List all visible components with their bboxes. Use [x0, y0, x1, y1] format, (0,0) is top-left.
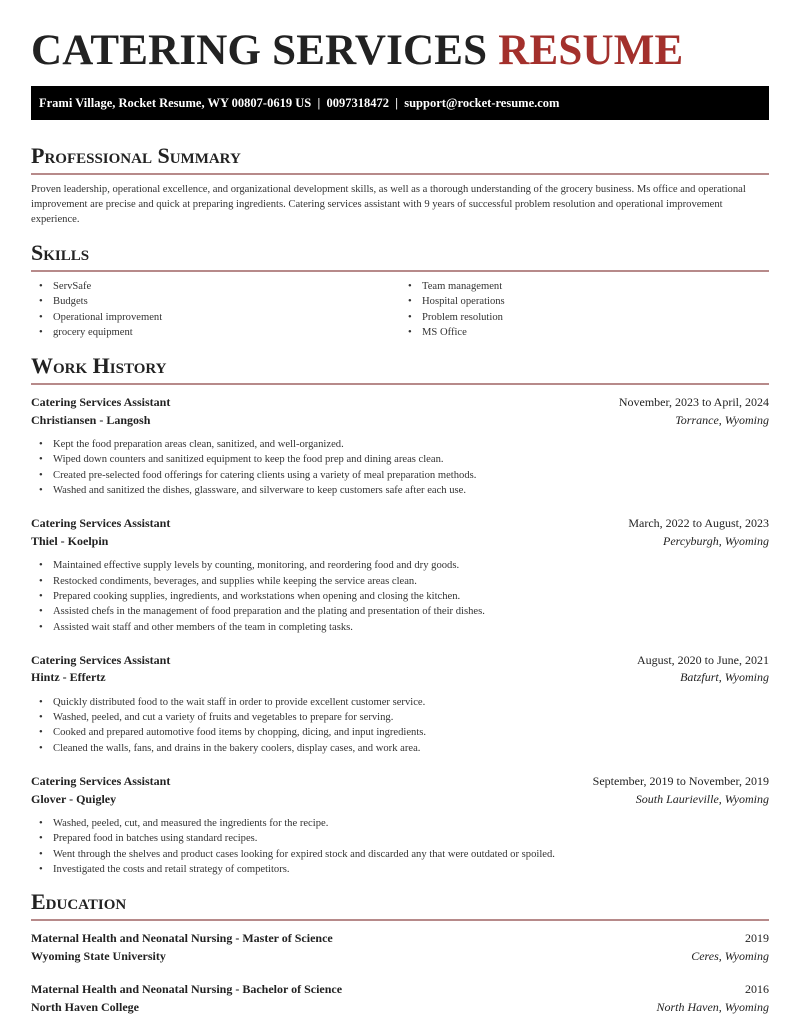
job-company-row: [31, 669, 769, 687]
job-title: Catering Services Assistant: [31, 516, 171, 531]
job-bullets: [31, 437, 769, 498]
job-entry: [31, 394, 769, 498]
job-header-row: [31, 773, 769, 791]
job-dates: March, 2022 to August, 2023: [628, 516, 769, 531]
separator: |: [317, 96, 321, 110]
job-dates: September, 2019 to November, 2019: [592, 774, 769, 789]
education-entry: [31, 981, 769, 1016]
job-company: Hintz - Effertz: [31, 670, 106, 685]
education-section: [31, 889, 769, 1016]
job-bullet: • Prepared cooking supplies, ingredients, and workstations when opening and closing the kitchen.: [53, 589, 769, 604]
job-entry: [31, 773, 769, 877]
section-heading: Work History: [31, 353, 769, 385]
job-bullets: [31, 558, 769, 634]
skill-item: • MS Office: [422, 325, 769, 340]
skill-item: • grocery equipment: [53, 325, 400, 340]
job-company: Thiel - Koelpin: [31, 533, 109, 548]
job-title: Catering Services Assistant: [31, 774, 171, 789]
job-company-row: [31, 412, 769, 430]
job-header-row: [31, 652, 769, 670]
job-bullet: • Assisted chefs in the management of food preparation and the plating and presentation of their dishes.: [53, 604, 769, 619]
education-entry: [31, 930, 769, 965]
job-bullet: • Cooked and prepared automotive food items by chopping, dicing, and input ingredients.: [53, 725, 769, 740]
skills-list-right: [400, 279, 769, 340]
job-location: Percyburgh, Wyoming: [663, 533, 769, 548]
contact-email: support@rocket-resume.com: [404, 96, 560, 110]
job-bullet: • Maintained effective supply levels by counting, monitoring, and reordering food and dry goods.: [53, 558, 769, 573]
job-header-row: [31, 515, 769, 533]
job-company-row: [31, 533, 769, 551]
skills-section: [31, 240, 769, 340]
school-location: North Haven, Wyoming: [656, 999, 769, 1014]
section-heading: Skills: [31, 240, 769, 272]
section-heading: Professional Summary: [31, 143, 769, 175]
job-location: Torrance, Wyoming: [675, 412, 769, 427]
skill-item: • Operational improvement: [53, 310, 400, 325]
job-entry: [31, 515, 769, 634]
skill-item: • Problem resolution: [422, 310, 769, 325]
job-company-row: [31, 791, 769, 809]
job-dates: November, 2023 to April, 2024: [618, 395, 769, 410]
skill-item: • ServSafe: [53, 279, 400, 294]
contact-bar: [31, 86, 769, 120]
title-main: CATERING SERVICES: [31, 27, 488, 74]
job-bullet: • Washed, peeled, cut, and measured the ingredients for the recipe.: [53, 816, 769, 831]
resume-title: [31, 0, 769, 74]
skill-item: • Budgets: [53, 294, 400, 309]
job-bullet: • Washed and sanitized the dishes, glassware, and silverware to keep customers safe after each use.: [53, 483, 769, 498]
work-history-section: [31, 353, 769, 877]
graduation-year: 2019: [745, 931, 769, 946]
contact-phone: 0097318472: [326, 96, 389, 110]
job-bullet: • Created pre-selected food offerings for catering clients using a variety of meal preparation methods.: [53, 468, 769, 483]
job-bullet: • Restocked condiments, beverages, and supplies while keeping the service areas clean.: [53, 574, 769, 589]
job-dates: August, 2020 to June, 2021: [637, 652, 769, 667]
job-bullet: • Investigated the costs and retail strategy of competitors.: [53, 862, 769, 877]
degree: Maternal Health and Neonatal Nursing - Bachelor of Science: [31, 982, 343, 997]
title-accent: RESUME: [498, 27, 684, 74]
job-bullet: • Kept the food preparation areas clean, sanitized, and well-organized.: [53, 437, 769, 452]
job-entry: [31, 652, 769, 756]
job-location: South Laurieville, Wyoming: [635, 791, 769, 806]
job-bullets: [31, 695, 769, 756]
school: North Haven College: [31, 999, 139, 1014]
job-bullet: • Prepared food in batches using standard recipes.: [53, 831, 769, 846]
job-bullet: • Went through the shelves and product cases looking for expired stock and discarded any that were outdated or spoiled.: [53, 847, 769, 862]
job-company: Christiansen - Langosh: [31, 412, 151, 427]
job-bullet: • Cleaned the walls, fans, and drains in the bakery coolers, display cases, and work area.: [53, 741, 769, 756]
job-header-row: [31, 394, 769, 412]
job-bullet: • Wiped down counters and sanitized equipment to keep the food prep and dining areas clean.: [53, 452, 769, 467]
contact-address: Frami Village, Rocket Resume, WY 00807-0619 US: [39, 96, 312, 110]
skills-list-left: [31, 279, 400, 340]
school: Wyoming State University: [31, 948, 166, 963]
skill-item: • Team management: [422, 279, 769, 294]
job-title: Catering Services Assistant: [31, 395, 171, 410]
job-bullet: • Washed, peeled, and cut a variety of fruits and vegetables to prepare for serving.: [53, 710, 769, 725]
job-company: Glover - Quigley: [31, 791, 117, 806]
degree: Maternal Health and Neonatal Nursing - Master of Science: [31, 931, 333, 946]
job-bullet: • Quickly distributed food to the wait staff in order to provide excellent customer service.: [53, 695, 769, 710]
education-header-row: [31, 981, 769, 999]
education-header-row: [31, 930, 769, 948]
summary-section: [31, 143, 769, 227]
education-school-row: [31, 948, 769, 966]
job-bullets: [31, 816, 769, 877]
school-location: Ceres, Wyoming: [691, 948, 769, 963]
education-school-row: [31, 999, 769, 1017]
skill-item: • Hospital operations: [422, 294, 769, 309]
job-location: Batzfurt, Wyoming: [680, 670, 769, 685]
job-title: Catering Services Assistant: [31, 652, 171, 667]
summary-text: Proven leadership, operational excellence, and organizational development skills, as well as a thorough understanding of the grocery business. Ms office and operational improvement are precise and quick at preparing ingredients. Catering services assistant with 9 years of successful problem resolution and operational improvement experience.: [31, 184, 746, 225]
section-heading: Education: [31, 889, 769, 921]
separator: |: [395, 96, 398, 110]
job-bullet: • Assisted wait staff and other members of the team in completing tasks.: [53, 620, 769, 635]
graduation-year: 2016: [745, 982, 769, 997]
